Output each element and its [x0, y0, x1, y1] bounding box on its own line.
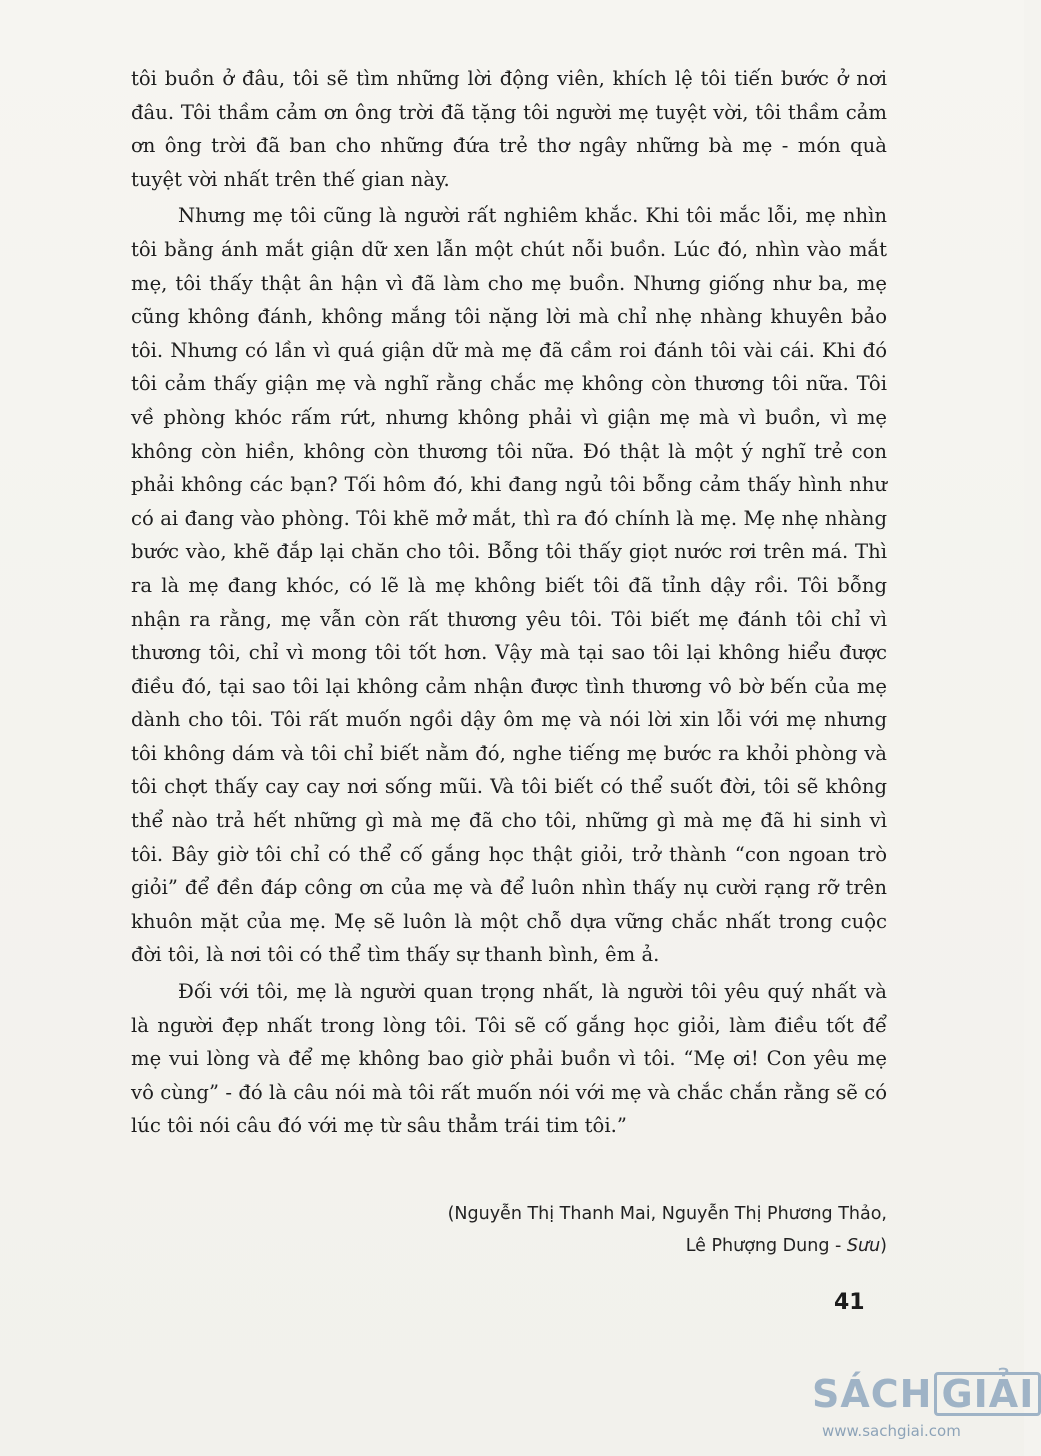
watermark-logo: [812, 1372, 1041, 1416]
citation-line-1: (Nguyễn Thị Thanh Mai, Nguyễn Thị Phương Thảo,: [447, 1204, 887, 1224]
paragraph-3: Đối với tôi, mẹ là người quan trọng nhất, là người tôi yêu quý nhất và là người đẹp nhất trong lòng tôi. Tôi sẽ cố gắng học giỏi, làm điều tốt để mẹ vui lòng và để mẹ không bao giờ phải buồn vì tôi. “Mẹ ơi! Con yêu mẹ vô cùng” - đó là câu nói mà tôi rất muốn nói với mẹ và chắc chắn rằng sẽ có lúc tôi nói câu đó với mẹ từ sâu thẳm trái tim tôi.”: [131, 980, 887, 1138]
source-citation: [327, 1198, 887, 1262]
watermark-url: www.sachgiai.com: [822, 1422, 961, 1440]
citation-line-2: [327, 1230, 887, 1262]
paragraph-2: Nhưng mẹ tôi cũng là người rất nghiêm khắc. Khi tôi mắc lỗi, mẹ nhìn tôi bằng ánh mắt giận dữ xen lẫn một chút nỗi buồn. Lúc đó, nhìn vào mắt mẹ, tôi thấy thật ân hận vì đã làm cho mẹ buồn. Nhưng giống như ba, mẹ cũng không đánh, không mắng tôi nặng lời mà chỉ nhẹ nhàng khuyên bảo tôi. Nhưng có lần vì quá giận dữ mà mẹ đã cầm roi đánh tôi vài cái. Khi đó tôi cảm thấy giận mẹ và nghĩ rằng chắc mẹ không còn thương tôi nữa. Tôi về phòng khóc rấm rứt, nhưng không phải vì giận mẹ mà vì buồn, vì mẹ không còn hiền, không còn thương tôi nữa. Đó thật là một ý nghĩ trẻ con phải không các bạn? Tối hôm đó, khi đang ngủ tôi bỗng cảm thấy hình như có ai đang vào phòng. Tôi khẽ mở mắt, thì ra đó chính là mẹ. Mẹ nhẹ nhàng bước vào, khẽ đắp lại chăn cho tôi. Bỗng tôi thấy giọt nước rơi trên má. Thì ra là mẹ đang khóc, có lẽ là mẹ không biết tôi đã tỉnh dậy rồi. Tôi bỗng nhận ra rằng, mẹ vẫn còn rất thương yêu tôi. Tôi biết mẹ đánh tôi chỉ vì thương tôi, chỉ vì mong tôi tốt hơn. Vậy mà tại sao tôi lại không hiểu được điều đó, tại sao tôi lại không cảm nhận được tình thương vô bờ bến của mẹ dành cho tôi. Tôi rất muốn ngồi dậy ôm mẹ và nói lời xin lỗi với mẹ nhưng tôi không dám và tôi chỉ biết nằm đó, nghe tiếng mẹ bước ra khỏi phòng và tôi chợt thấy cay cay nơi sống mũi. Và tôi biết có thể suốt đời, tôi sẽ không thể nào trả hết những gì mà mẹ đã cho tôi, những gì mà mẹ đã hi sinh vì tôi. Bây giờ tôi chỉ có thể cố gắng học thật giỏi, trở thành “con ngoan trò giỏi” để đền đáp công ơn của mẹ và để luôn nhìn thấy nụ cười rạng rỡ trên khuôn mặt của mẹ. Mẹ sẽ luôn là một chỗ dựa vững chắc nhất trong cuộc đời tôi, là nơi tôi có thể tìm thấy sự thanh bình, êm ả.: [131, 204, 887, 967]
citation-authors: Lê Phượng Dung -: [685, 1236, 847, 1256]
page-number: 41: [834, 1290, 865, 1315]
watermark-brand-part1: SÁCH: [812, 1372, 933, 1416]
citation-note: Sưu: [846, 1236, 881, 1256]
body-text: [131, 62, 887, 1143]
watermark-brand-part2: GIẢI: [934, 1372, 1041, 1416]
citation-close: ): [880, 1236, 887, 1256]
paragraph-1: tôi buồn ở đâu, tôi sẽ tìm những lời động viên, khích lệ tôi tiến bước ở nơi đâu. Tôi thầm cảm ơn ông trời đã tặng tôi người mẹ tuyệt vời, tôi thầm cảm ơn ông trời đã ban cho những đứa trẻ thơ ngây những bà mẹ - món quà tuyệt vời nhất trên thế gian này.: [131, 67, 887, 191]
